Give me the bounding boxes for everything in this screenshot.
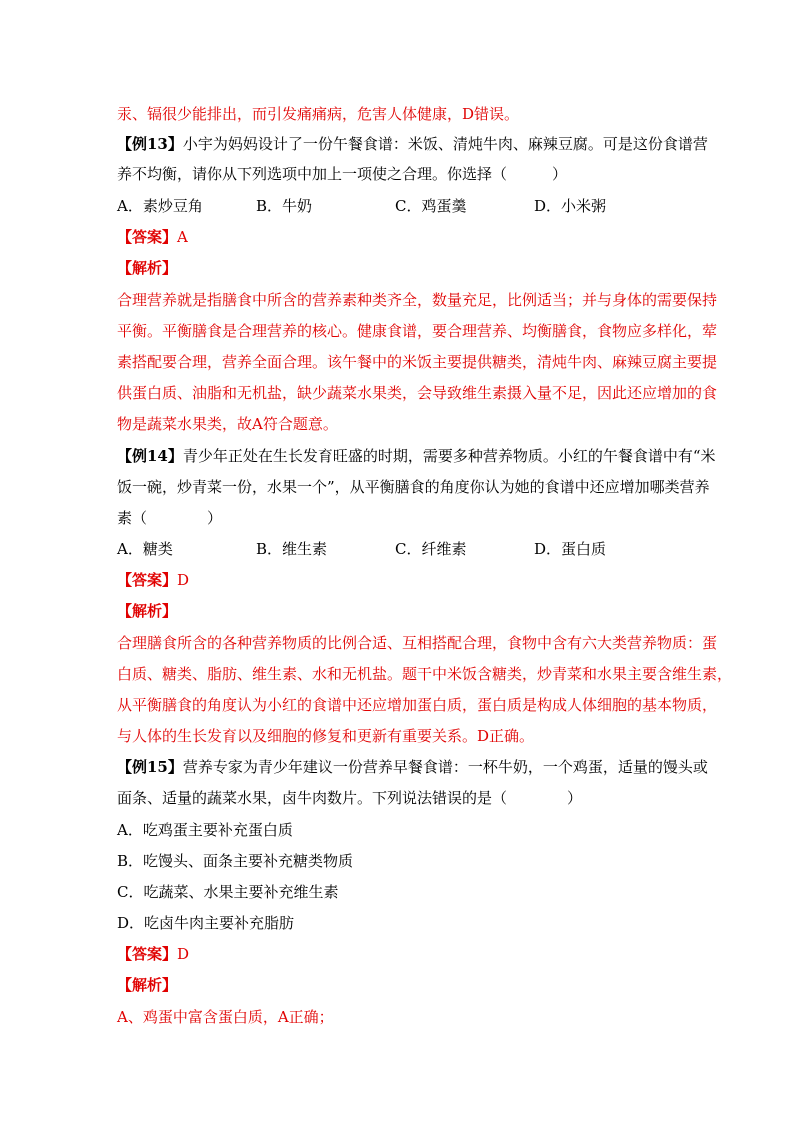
example-14-option-d: D．蛋白质: [534, 540, 607, 558]
example-14-option-a: A．糖类: [117, 540, 173, 558]
example-15-option-a: A．吃鸡蛋主要补充蛋白质: [117, 821, 293, 839]
example-15-analysis-heading: [117, 975, 687, 995]
example-15-question-text-1: 营养专家为青少年建议一份营养早餐食谱：一杯牛奶，一个鸡蛋，适量的馒头或: [182, 758, 708, 776]
example-14-answer-tag: 【答案】: [117, 571, 178, 589]
example-14-option-b: B．维生素: [256, 540, 328, 558]
example-13-option-d: D．小米粥: [534, 197, 607, 215]
example-14-option-c: C．纤维素: [395, 540, 467, 558]
example-15-answer-tag: 【答案】: [117, 945, 178, 963]
example-14-answer-value: D: [177, 571, 190, 589]
example-13-analysis-tag: 【解析】: [117, 259, 178, 277]
example-15-analysis-line-1: A、鸡蛋中富含蛋白质，A正确；: [117, 1008, 334, 1026]
example-14-tag: 【例14】: [117, 447, 183, 465]
example-13-analysis-line-4: 供蛋白质、油脂和无机盐，缺少蔬菜水果类，会导致维生素摄入量不足，因此还应增加的食: [117, 384, 718, 402]
example-13-analysis-line-3: 素搭配要合理，营养全面合理。该午餐中的米饭主要提供糖类，清炖牛肉、麻辣豆腐主要提: [117, 353, 718, 371]
example-13-question-line-2: 养不均衡，请你从下列选项中加上一项使之合理。你选择（ ）: [117, 165, 568, 183]
example-15-tag: 【例15】: [117, 758, 183, 776]
example-13-option-c: C．鸡蛋羹: [395, 197, 467, 215]
example-13-question-text-1: 小宇为妈妈设计了一份午餐食谱：米饭、清炖牛肉、麻辣豆腐。可是这份食谱营: [182, 135, 708, 153]
example-13-analysis-line-1: 合理营养就是指膳食中所含的营养素种类齐全，数量充足，比例适当；并与身体的需要保持: [117, 291, 718, 309]
example-14-question-text-1: 青少年正处在生长发育旺盛的时期，需要多种营养物质。小红的午餐食谱中有“米: [182, 447, 716, 465]
previous-analysis-continuation: 汞、镉很少能排出，而引发痛痛病，危害人体健康，D错误。: [117, 105, 520, 123]
example-14-analysis-line-2: 白质、糖类、脂肪、维生素、水和无机盐。题干中米饭含糖类，炒青菜和水果主要含维生素，: [117, 665, 733, 683]
example-15-option-b: B．吃馒头、面条主要补充糖类物质: [117, 852, 354, 870]
example-15-question-line-2: 面条、适量的蔬菜水果，卤牛肉数片。下列说法错误的是（ ）: [117, 789, 583, 807]
example-15-option-c: C．吃蔬菜、水果主要补充维生素: [117, 883, 339, 901]
example-13-answer-value: A: [177, 228, 188, 246]
example-15-question-line-1: [117, 757, 708, 777]
example-13-analysis-line-2: 平衡。平衡膳食是合理营养的核心。健康食谱，要合理营养、均衡膳食，食物应多样化，荤: [117, 322, 718, 340]
example-15-answer-line: [117, 944, 687, 964]
example-14-analysis-tag: 【解析】: [117, 602, 178, 620]
example-14-analysis-heading: [117, 601, 687, 621]
example-15-option-d: D．吃卤牛肉主要补充脂肪: [117, 914, 295, 932]
example-13-option-b: B．牛奶: [256, 197, 313, 215]
example-13-tag: 【例13】: [117, 135, 183, 153]
example-13-analysis-line-5: 物是蔬菜水果类，故A符合题意。: [117, 415, 338, 433]
example-14-question-line-1: [117, 446, 716, 466]
example-14-answer-line: [117, 570, 687, 590]
example-13-question-line-1: [117, 134, 708, 154]
example-14-question-line-2: 饭一碗，炒青菜一份，水果一个”，从平衡膳食的角度你认为她的食谱中还应增加哪类营养: [117, 478, 710, 496]
example-13-answer-tag: 【答案】: [117, 228, 178, 246]
example-13-answer-line: [117, 227, 687, 247]
example-14-analysis-line-1: 合理膳食所含的各种营养物质的比例合适、互相搭配合理，食物中含有六大类营养物质：蛋: [117, 634, 718, 652]
example-15-answer-value: D: [177, 945, 190, 963]
example-13-option-a: A．素炒豆角: [117, 197, 203, 215]
example-14-analysis-line-3: 从平衡膳食的角度认为小红的食谱中还应增加蛋白质，蛋白质是构成人体细胞的基本物质，: [117, 696, 718, 714]
example-15-analysis-tag: 【解析】: [117, 976, 178, 994]
example-14-analysis-line-4: 与人体的生长发育以及细胞的修复和更新有重要关系。D正确。: [117, 727, 535, 745]
example-13-analysis-heading: [117, 258, 687, 278]
example-14-question-line-3: 素（ ）: [117, 509, 223, 527]
